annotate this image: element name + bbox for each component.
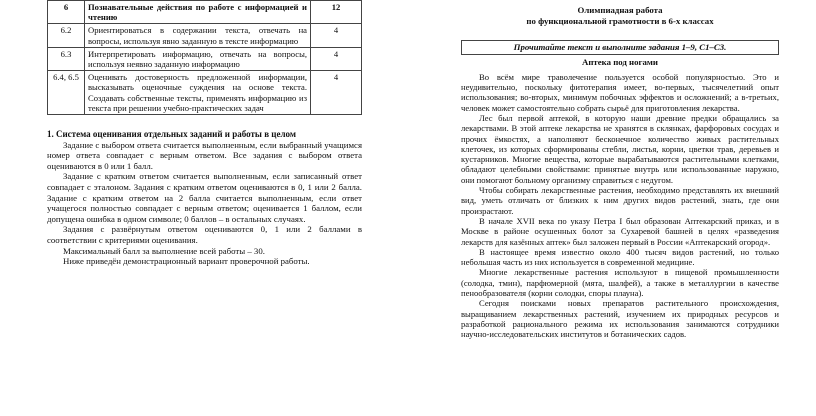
- title-line: Олимпиадная работа: [577, 5, 663, 15]
- paragraph: В настоящее время известно около 400 тысяч видов растений, но только небольшая часть из них используется в современной медицине.: [461, 246, 779, 268]
- paragraph: Задание с выбором ответа считается выполненным, если выбранный учащимся номер ответа совпадает с верным ответом. Все задания с выбором ответа оцениваются в 0 или 1 балл.: [47, 139, 362, 171]
- paragraph: Сегодня поисками новых препаратов растительного происхождения, выращиванием лекарственных растений, изучением их природных ресурсов и разработкой рационального режима их использования занимаются сотрудники научно-исследовательских институтов и ботанических садов.: [461, 298, 779, 340]
- assessment-table: [47, 0, 362, 115]
- section-title: 1. Система оценивания отдельных заданий и работы в целом: [47, 129, 296, 140]
- row-description: Ориентироваться в содержании текста, отвечать на вопросы, используя явно заданную в тексте информацию: [85, 24, 311, 47]
- paragraph: Ниже приведён демонстрационный вариант проверочной работы.: [63, 256, 310, 267]
- row-points: 4: [311, 24, 362, 47]
- row-number: 6.4, 6.5: [48, 71, 85, 115]
- table-row: [48, 71, 362, 115]
- story-title: Аптека под ногами: [582, 57, 658, 68]
- left-page: [47, 0, 362, 267]
- paragraph: Максимальный балл за выполнение всей работы – 30.: [63, 245, 265, 256]
- table-row: [48, 24, 362, 47]
- paragraph: Задания с развёрнутым ответом оцениваются 0, 1 или 2 баллами в соответствии с критериями оценивания.: [47, 224, 362, 245]
- row-description: Познавательные действия по работе с информацией и чтению: [85, 1, 311, 24]
- paragraph: В начале XVII века по указу Петра I был образован Аптекарский приказ, и в Москве в районе осушенных болот за Сухаревой башней в целях «разведения лекарств для казённых аптек» был заложен первый в России «Аптекарский огород».: [461, 215, 779, 247]
- row-points: 12: [311, 1, 362, 24]
- paragraph: Многие лекарственные растения используют в пищевой промышленности (солодка, тмин), парфюмерной (мята, шалфей), а также в металлургии в качестве пенообразователя (корни солодки, споры плауна).: [461, 267, 779, 299]
- page-title: [461, 5, 779, 26]
- paragraph: Чтобы собирать лекарственные растения, необходимо представлять их внешний вид, уметь отличать от близких к ним других видов растений, знать, где они произрастают.: [461, 185, 779, 216]
- title-line: по функциональной грамотности в 6-х классах: [526, 15, 714, 26]
- row-points: 4: [311, 47, 362, 70]
- paragraph: Задание с кратким ответом считается выполненным, если записанный ответ совпадает с эталоном. Задания с кратким ответом оцениваются в 0, 1 или 2 балла. Задание с кратким ответом на 2 балла считается выполненным, если ответ учащегося полностью совпадает с верным ответом; оценивается 1 баллом, если допущена ошибка в одном символе; 0 баллов – в остальных случаях.: [47, 171, 362, 224]
- row-number: 6.2: [48, 24, 85, 47]
- row-number: 6.3: [48, 47, 85, 70]
- table-row: [48, 47, 362, 70]
- row-points: 4: [311, 71, 362, 115]
- paragraph: Во всём мире траволечение пользуется особой популярностью. Это и неудивительно, поскольку фитотерапия имеет, во-первых, тысячелетний опыт использования; во-вторых, минимум побочных эффектов и осложнений; а в-третьих, человек может самостоятельно собрать сырьё для приготовления лекарства.: [461, 71, 779, 113]
- paragraph: Лес был первой аптекой, в которую наши древние предки обращались за лекарствами. В этой аптеке лекарства не хранятся в склянках, фарфоровых сосудах и прочих ёмкостях, а наполняют бесконечное количество живых растительных клеточек, из которых сформированы стебли, листья, корни, цветки трав, деревьев и кустарников. Многие вещества, которые вырабатываются растительными клетками, обладают целебными свойствами: принятые внутрь или использованные наружно, они помогают больному организму справиться с недугом.: [461, 112, 779, 185]
- row-description: Оценивать достоверность предложенной информации, высказывать оценочные суждения на основе текста. Создавать собственные тексты, применять информацию из текста при решении учебно-практических задач: [85, 71, 311, 115]
- task-instruction: Прочитайте текст и выполните задания 1–9, С1–С3.: [461, 40, 779, 55]
- grading-section: [47, 129, 362, 267]
- right-page: [461, 0, 779, 340]
- story-text: [461, 72, 779, 340]
- row-description: Интерпретировать информацию, отвечать на вопросы, используя неявно заданную информацию: [85, 47, 311, 70]
- table-row: [48, 1, 362, 24]
- row-number: 6: [48, 1, 85, 24]
